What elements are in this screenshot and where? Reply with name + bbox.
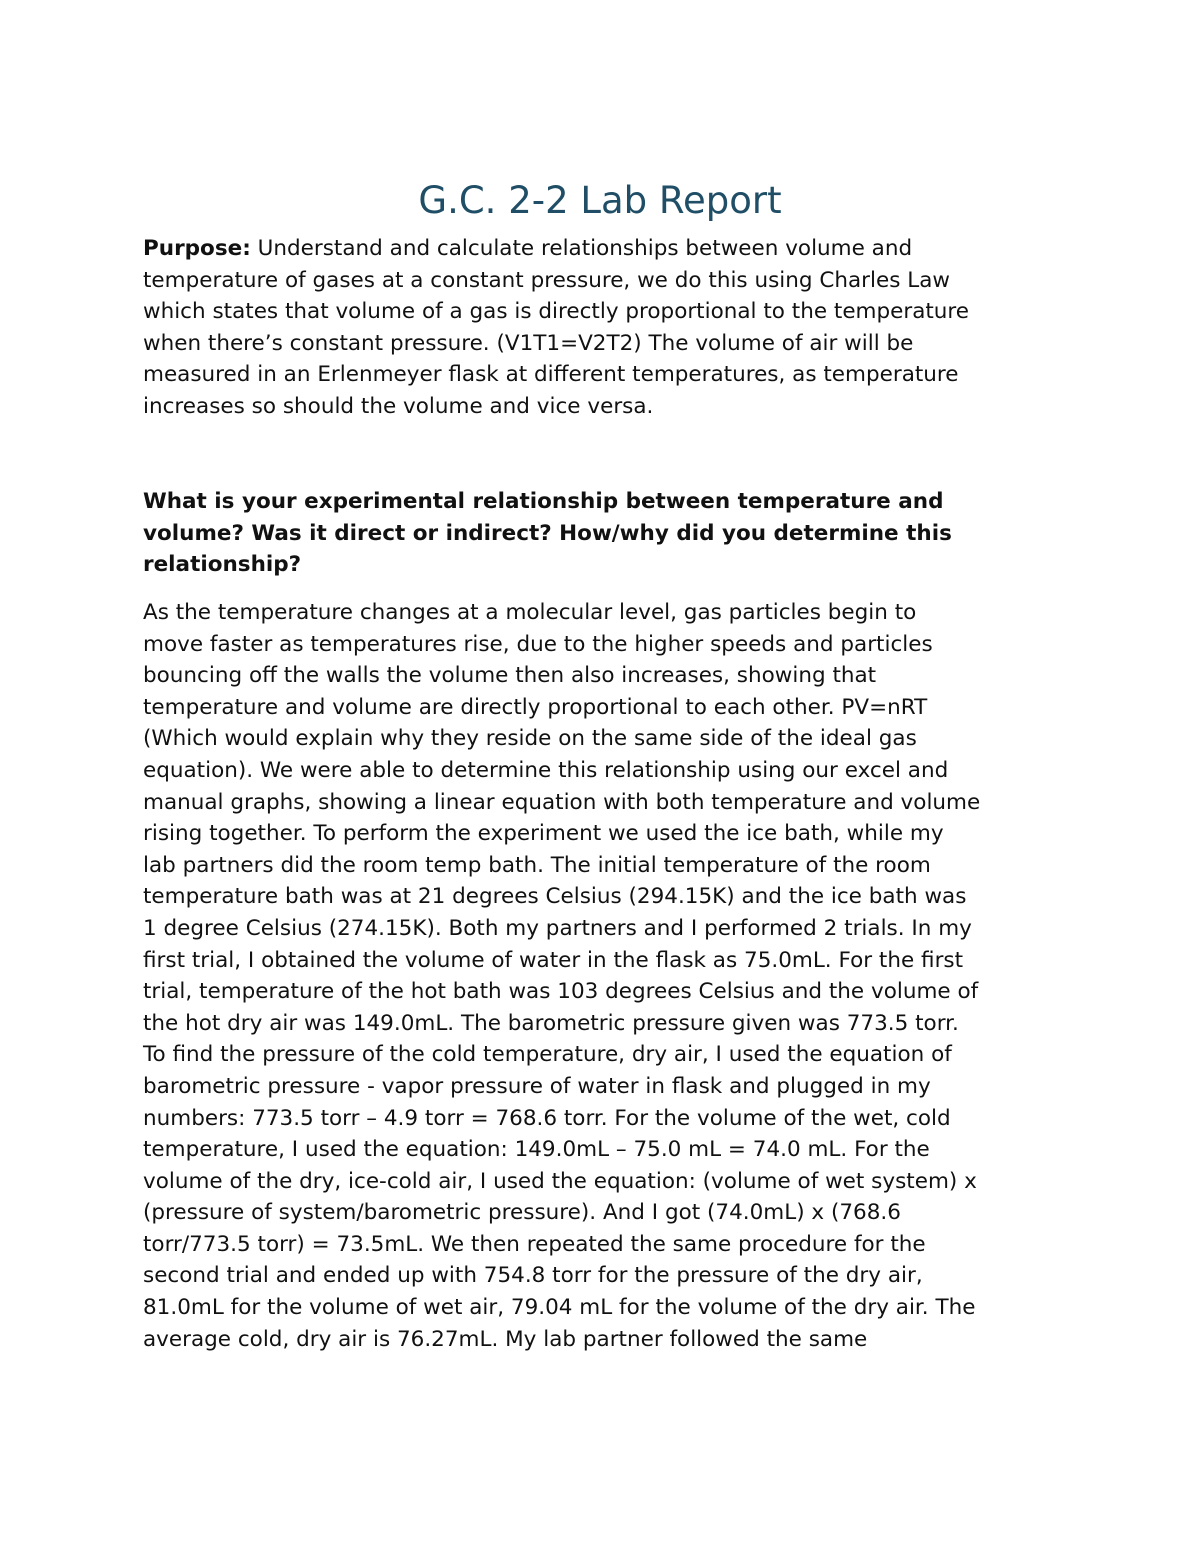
answer-line: As the temperature changes at a molecular level, gas particles begin to bbox=[143, 600, 917, 625]
answer-line: trial, temperature of the hot bath was 103 degrees Celsius and the volume of bbox=[143, 979, 979, 1005]
answer-line: temperature bath was at 21 degrees Celsius (294.15K) and the ice bath was bbox=[143, 884, 967, 910]
answer-line: (pressure of system/barometric pressure). And I got (74.0mL) x (768.6 bbox=[143, 1200, 901, 1226]
answer-line: numbers: 773.5 torr – 4.9 torr = 768.6 torr. For the volume of the wet, cold bbox=[143, 1105, 951, 1131]
purpose-label: Purpose: bbox=[143, 236, 251, 261]
answer-line: volume of the dry, ice-cold air, I used the equation: (volume of wet system) x bbox=[143, 1168, 977, 1194]
answer-line: manual graphs, showing a linear equation with both temperature and volume bbox=[143, 789, 981, 815]
question-line: What is your experimental relationship between temperature and bbox=[143, 489, 944, 514]
answer-line: average cold, dry air is 76.27mL. My lab partner followed the same bbox=[143, 1326, 868, 1352]
answer-line: lab partners did the room temp bath. The initial temperature of the room bbox=[143, 852, 931, 878]
answer-line: To find the pressure of the cold temperature, dry air, I used the equation of bbox=[143, 1042, 952, 1068]
answer-line: 81.0mL for the volume of wet air, 79.04 mL for the volume of the dry air. The bbox=[143, 1295, 976, 1321]
question-heading bbox=[143, 486, 1073, 581]
answer-line: temperature and volume are directly proportional to each other. PV=nRT bbox=[143, 694, 928, 720]
answer-line: second trial and ended up with 754.8 torr for the pressure of the dry air, bbox=[143, 1263, 923, 1289]
answer-line: torr/773.5 torr) = 73.5mL. We then repeated the same procedure for the bbox=[143, 1231, 926, 1257]
answer-paragraph bbox=[143, 597, 1073, 1355]
purpose-line: measured in an Erlenmeyer flask at different temperatures, as temperature bbox=[143, 362, 959, 388]
answer-line: 1 degree Celsius (274.15K). Both my partners and I performed 2 trials. In my bbox=[143, 915, 972, 941]
purpose-text: Understand and calculate relationships between volume and bbox=[250, 236, 913, 261]
question-line: relationship? bbox=[143, 552, 302, 578]
answer-line: temperature, I used the equation: 149.0mL – 75.0 mL = 74.0 mL. For the bbox=[143, 1137, 930, 1163]
answer-line: first trial, I obtained the volume of water in the flask as 75.0mL. For the first bbox=[143, 947, 964, 973]
answer-line: move faster as temperatures rise, due to the higher speeds and particles bbox=[143, 631, 933, 657]
purpose-paragraph bbox=[143, 233, 1073, 423]
question-line: volume? Was it direct or indirect? How/why did you determine this bbox=[143, 520, 952, 546]
purpose-line: temperature of gases at a constant pressure, we do this using Charles Law bbox=[143, 267, 950, 293]
purpose-line bbox=[143, 233, 1073, 265]
answer-line: bouncing off the walls the volume then also increases, showing that bbox=[143, 663, 877, 689]
answer-line: barometric pressure - vapor pressure of water in flask and plugged in my bbox=[143, 1073, 931, 1099]
purpose-line: which states that volume of a gas is directly proportional to the temperature bbox=[143, 299, 970, 325]
answer-line: equation). We were able to determine this relationship using our excel and bbox=[143, 757, 949, 783]
purpose-line: increases so should the volume and vice versa. bbox=[143, 393, 654, 419]
answer-line: the hot dry air was 149.0mL. The barometric pressure given was 773.5 torr. bbox=[143, 1010, 959, 1036]
page-title: G.C. 2-2 Lab Report bbox=[418, 179, 782, 222]
purpose-line: when there’s constant pressure. (V1T1=V2T2) The volume of air will be bbox=[143, 330, 914, 356]
answer-line: rising together. To perform the experiment we used the ice bath, while my bbox=[143, 821, 944, 847]
answer-line: (Which would explain why they reside on the same side of the ideal gas bbox=[143, 726, 917, 752]
